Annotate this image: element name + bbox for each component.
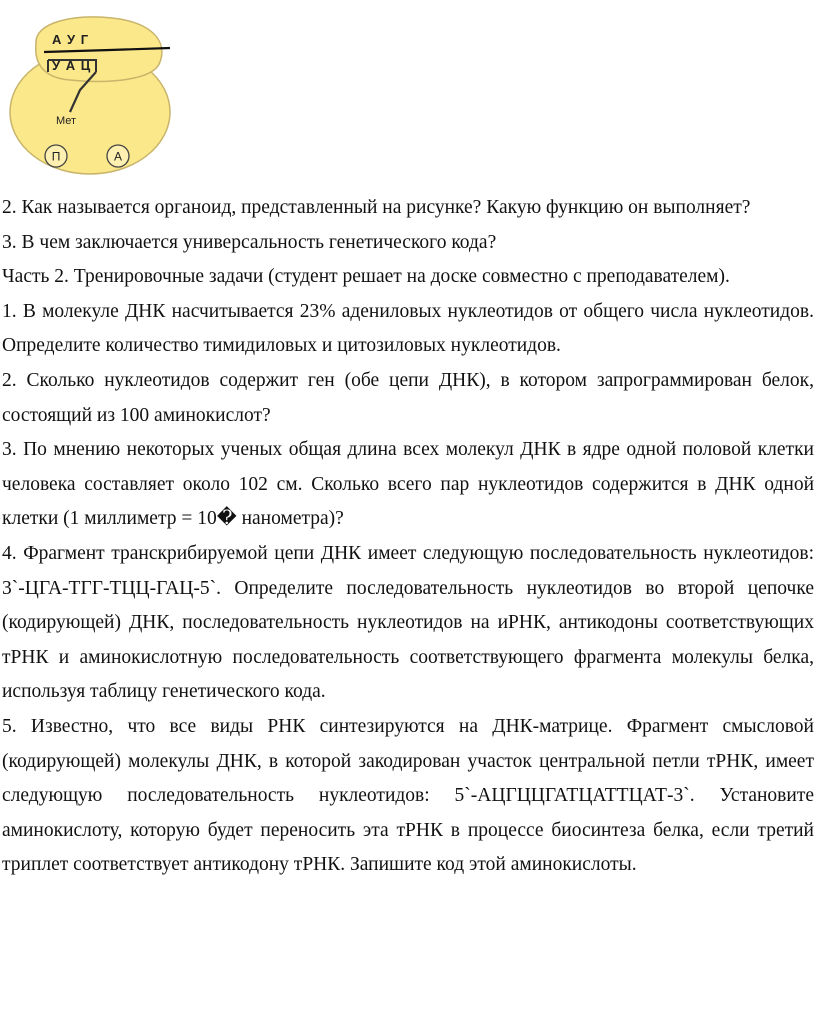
amino-acid-label: Мет bbox=[56, 115, 77, 127]
question-universality: 3. В чем заключается универсальность генетического кода? bbox=[2, 231, 497, 253]
part-2-heading: Часть 2. Тренировочные задачи (студент решает на доске совместно с преподавателем). bbox=[2, 266, 730, 288]
task-3-dna-length: 3. По мнению некоторых ученых общая длина всех молекул ДНК в ядре одной половой клетки человека составляет около 102 см. Сколько всего пар нуклеотидов содержится в ДНК одной клетки (1 миллиметр = 10� нанометра)? bbox=[2, 439, 814, 530]
ribosome-diagram bbox=[0, 0, 200, 180]
task-5-trna: 5. Известно, что все виды РНК синтезируются на ДНК-матрице. Фрагмент смысловой (кодирующей) молекулы ДНК, в которой закодирован участок центральной петли тРНК, имеет следующую последовательность нуклеотидов: 5`-АЦГЦЦГАТЦАТТЦАТ-3`. Установите аминокислоту, которую будет переносить эта тРНК в процессе биосинтеза белка, если третий триплет соответствует антикодону тРНК. Запишите код этой аминокислоты. bbox=[2, 715, 814, 876]
question-organoid: 2. Как называется органоид, представленный на рисунке? Какую функцию он выполняет? bbox=[2, 197, 751, 218]
codon-label: А У Г bbox=[52, 32, 90, 47]
task-1-adenine: 1. В молекуле ДНК насчитывается 23% адениловых нуклеотидов от общего числа нуклеотидов. Определите количество тимидиловых и цитозиловых нуклеотидов. bbox=[2, 300, 814, 357]
a-site-label: А bbox=[113, 149, 123, 164]
document-body bbox=[2, 191, 814, 883]
anticodon-label: У А Ц bbox=[52, 58, 92, 73]
p-site-label: П bbox=[51, 149, 61, 164]
ribosome-figure bbox=[0, 0, 200, 180]
task-2-gene-length: 2. Сколько нуклеотидов содержит ген (обе цепи ДНК), в котором запрограммирован белок, состоящий из 100 аминокислот? bbox=[2, 369, 814, 426]
task-4-transcription: 4. Фрагмент транскрибируемой цепи ДНК имеет следующую последовательность нуклеотидов: 3`-ЦГА-ТГГ-ТЦЦ-ГАЦ-5`. Определите последовательность нуклеотидов во второй цепочке (кодирующей) ДНК, последовательность нуклеотидов на иРНК, антикодоны соответствующих тРНК и аминокислотную последовательность соответствующего фрагмента молекулы белка, используя таблицу генетического кода. bbox=[2, 542, 814, 703]
